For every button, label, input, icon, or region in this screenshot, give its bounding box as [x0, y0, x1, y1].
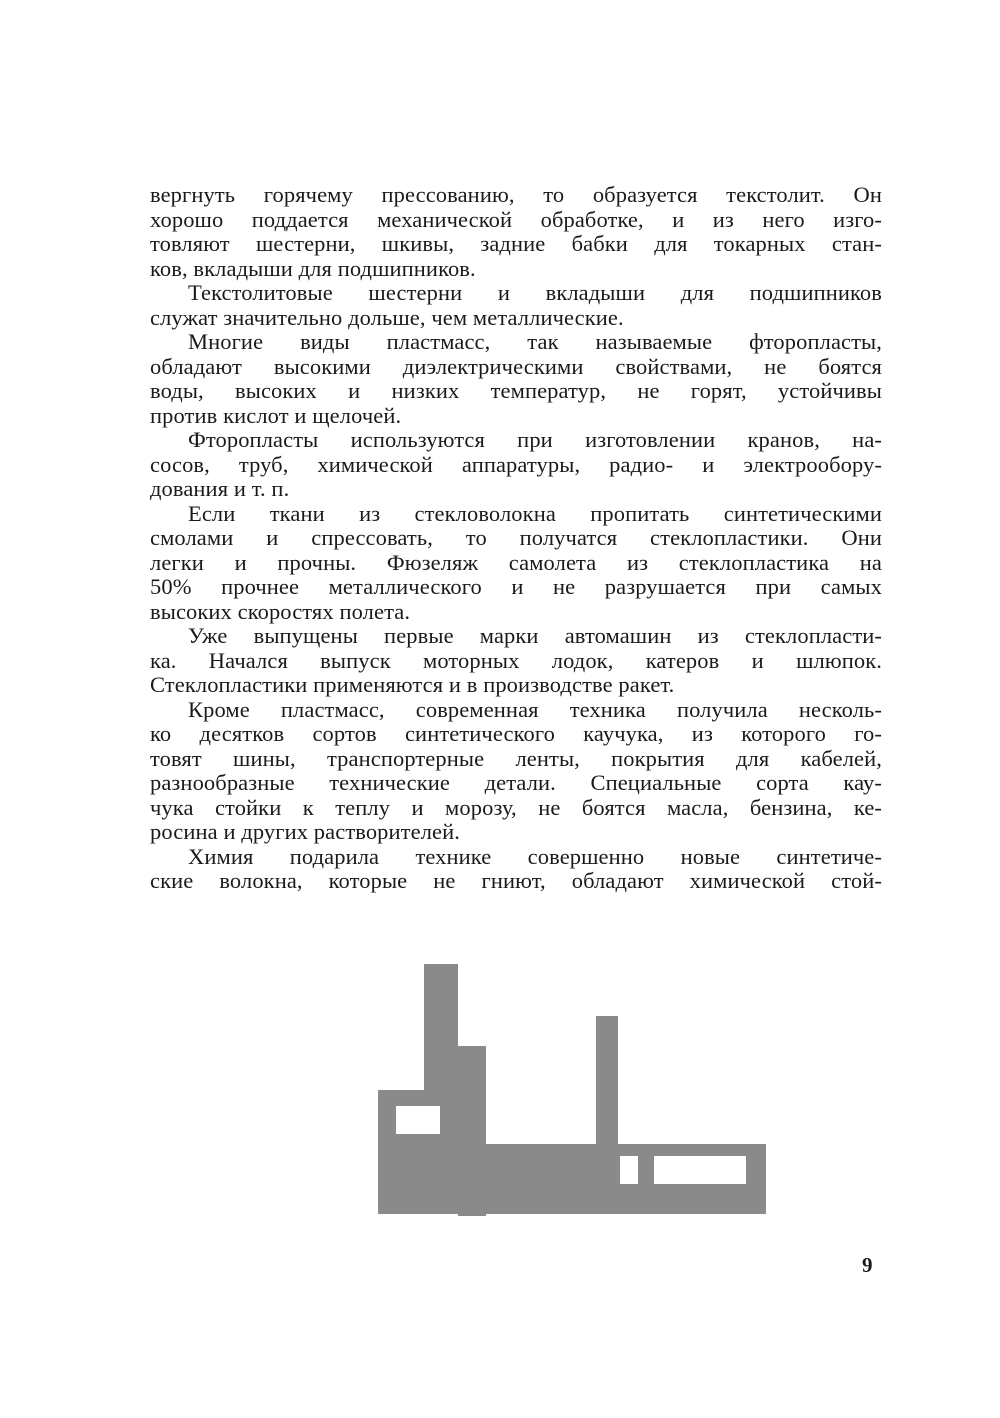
text-line: воды, высоких и низких температур, не горят, устойчивы	[150, 378, 882, 403]
text-line: служат значительно дольше, чем металлические.	[150, 304, 624, 330]
text-line: сосов, труб, химической аппаратуры, радио- и электрообору-	[150, 451, 882, 477]
window-left	[396, 1106, 440, 1134]
text-line: против кислот и щелочей.	[150, 402, 402, 428]
text-line: разнообразные технические детали. Специальные сорта кау-	[150, 770, 882, 795]
text-line: ские волокна, которые не гниют, обладают химической стой-	[150, 868, 882, 893]
text-line: вергнуть горячему прессованию, то образуется текстолит. Он	[150, 182, 882, 207]
page-number: 9	[862, 1253, 873, 1277]
paragraph-3	[150, 330, 882, 428]
paragraph-5	[150, 502, 882, 625]
text-line: товляют шестерни, шкивы, задние бабки для токарных стан-	[150, 231, 882, 256]
text-line: обладают высокими диэлектрическими свойствами, не боятся	[150, 353, 882, 379]
text-line: Многие виды пластмасс, так называемые фторопласты,	[188, 329, 882, 354]
text-line: 50% прочнее металлического и не разрушается при самых	[150, 574, 882, 599]
text-line: легки и прочны. Фюзеляж самолета из стеклопластика на	[150, 549, 882, 575]
text-line: Стеклопластики применяются и в производстве ракет.	[150, 672, 675, 697]
paragraph-4	[150, 428, 882, 502]
body-text	[150, 183, 882, 894]
text-line: смолами и спрессовать, то получатся стеклопластики. Они	[150, 525, 882, 550]
text-line: дования и т. п.	[150, 476, 290, 501]
text-line: Химия подарила технике совершенно новые синтетиче-	[188, 843, 882, 869]
text-line: ков, вкладыши для подшипников.	[150, 255, 476, 281]
paragraph-8	[150, 845, 882, 894]
chimney-right	[596, 1016, 618, 1156]
window-wide	[654, 1156, 746, 1184]
text-line: Кроме пластмасс, современная техника получила несколь-	[188, 696, 882, 722]
paragraph-1	[150, 183, 882, 281]
text-line: росина и других растворителей.	[150, 819, 460, 844]
paragraph-7	[150, 698, 882, 845]
text-line: товят шины, транспортерные ленты, покрытия для кабелей,	[150, 745, 882, 771]
paragraph-6	[150, 624, 882, 698]
window-small	[620, 1156, 638, 1184]
text-line: Текстолитовые шестерни и вкладыши для подшипников	[188, 280, 882, 305]
text-line: Фторопласты используются при изготовлении кранов, на-	[188, 427, 882, 452]
text-line: ко десятков сортов синтетического каучука, из которого го-	[150, 721, 882, 746]
text-line: чука стойки к теплу и морозу, не боятся масла, бензина, ке-	[150, 794, 882, 820]
text-line: Если ткани из стекловолокна пропитать синтетическими	[188, 500, 882, 526]
text-line: хорошо поддается механической обработке, и из него изго-	[150, 206, 882, 232]
paragraph-2	[150, 281, 882, 330]
factory-illustration	[340, 958, 780, 1218]
text-line: Уже выпущены первые марки автомашин из стеклопласти-	[188, 623, 882, 648]
text-line: ка. Начался выпуск моторных лодок, катеров и шлюпок.	[150, 647, 882, 673]
text-line: высоких скоростях полета.	[150, 598, 411, 624]
